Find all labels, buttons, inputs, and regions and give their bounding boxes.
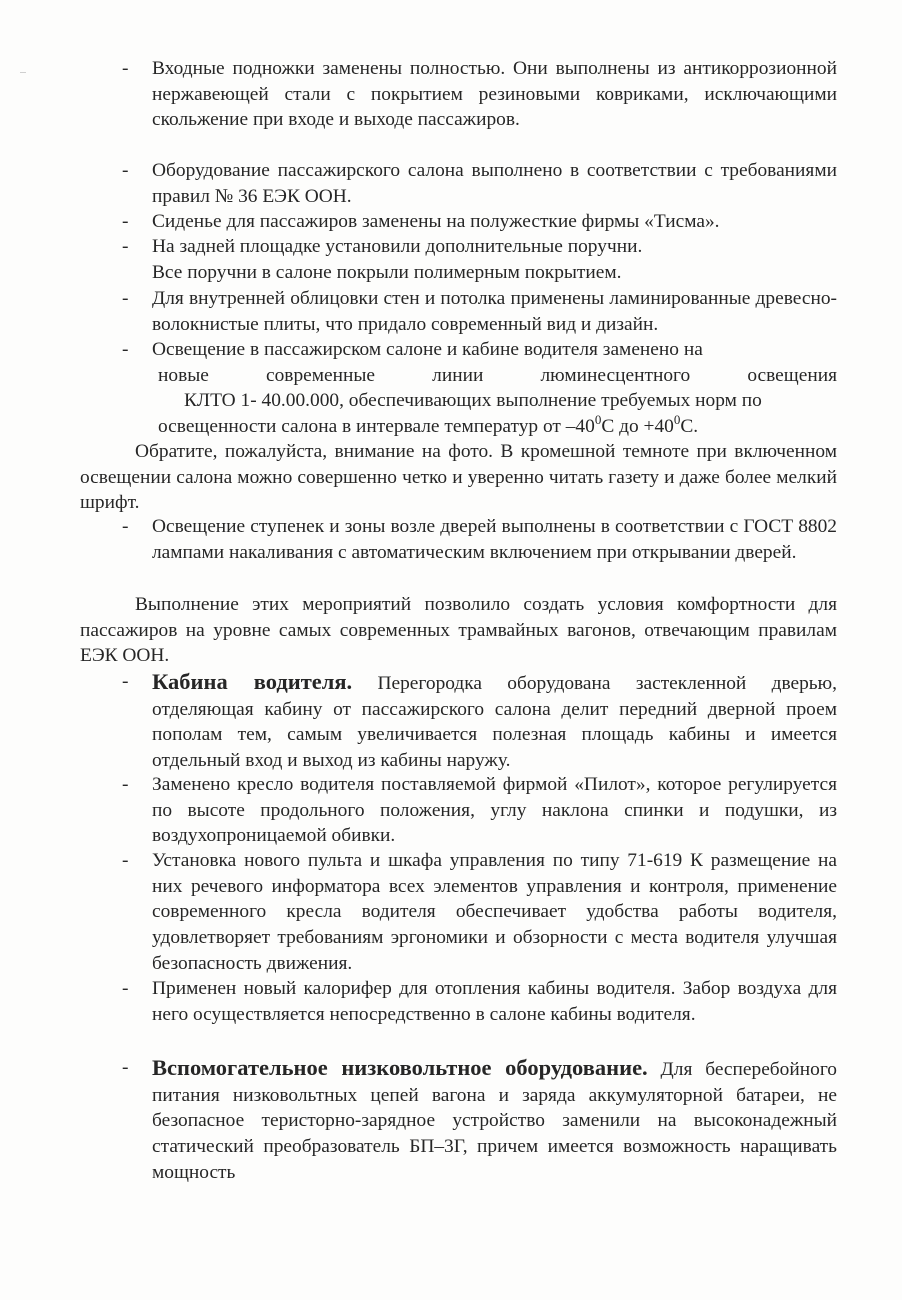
temp-text: С. <box>680 416 699 438</box>
list-dash: - <box>122 288 129 309</box>
list-item <box>122 209 837 235</box>
scan-mark <box>20 72 26 73</box>
list-item-text: Входные подножки заменены полностью. Они выполнены из антикоррозионной нержавеющей стали с покрытием резиновыми ковриками, исключающими скольжение при входе и выходе пассажиров. <box>152 58 837 131</box>
list-item-line: На задней площадке установили дополнительные поручни. <box>152 236 643 257</box>
list-item-text: Сиденье для пассажиров заменены на полужесткие фирмы «Тисма». <box>152 211 720 232</box>
list-item <box>122 514 837 565</box>
list-item <box>122 158 837 209</box>
list-dash: - <box>122 58 129 79</box>
list-item-line: новые современные линии люминесцентного освещения <box>158 364 837 386</box>
temp-text: С до +40 <box>601 416 674 438</box>
list-item <box>122 286 837 337</box>
list-dash: - <box>122 516 129 537</box>
paragraph-text: Обратите, пожалуйста, внимание на фото. В кромешной темноте при включенном освещении салона можно совершенно четко и уверенно читать газету и даже более мелкий шрифт. <box>80 441 837 514</box>
list-item <box>122 234 837 285</box>
list-dash: - <box>122 236 129 257</box>
list-item <box>122 1055 837 1186</box>
list-item-text: Освещение ступенек и зоны возле дверей выполнены в соответствии с ГОСТ 8802 лампами накаливания с автоматическим включением при открывании дверей. <box>152 516 837 563</box>
paragraph-text: Выполнение этих мероприятий позволило создать условия комфортности для пассажиров на уровне самых современных трамвайных вагонов, отвечающим правилам ЕЭК ООН. <box>80 594 837 667</box>
list-dash: - <box>122 1057 129 1078</box>
list-item-text: Заменено кресло водителя поставляемой фирмой «Пилот», которое регулируется по высоте продольного положения, углу наклона спинки и подушки, из воздухопроницаемой обивки. <box>152 774 837 847</box>
list-item-line: Освещение в пассажирском салоне и кабине водителя заменено на <box>152 339 703 360</box>
list-item-text <box>152 1055 837 1186</box>
list-item-text: Для внутренней облицовки стен и потолка применены ламинированные древесно-волокнистые плиты, что придало современный вид и дизайн. <box>152 288 837 335</box>
list-item <box>122 56 837 133</box>
list-item-text: Установка нового пульта и шкафа управления по типу 71-619 К размещение на них речевого информатора всех элементов управления и контроля, применение современного кресла водителя обеспечивает удобства работы водителя, удовлетворяет требованиям эргономики и обзорности с места водителя улучшая безопасность движения. <box>152 850 837 974</box>
list-item-text <box>152 337 837 440</box>
degree-sup: 0 <box>673 412 681 428</box>
temp-text: освещенности салона в интервале температур от –40 <box>158 416 595 438</box>
list-item <box>122 848 837 977</box>
list-dash: - <box>122 211 129 232</box>
list-dash: - <box>122 339 129 360</box>
list-dash: - <box>122 671 129 692</box>
section-text: Для бесперебойного питания низковольтных цепей вагона и заряда аккумуляторной батареи, не безопасное теристорно-зарядное устройство заменили на высоконадежный статический преобразователь БП–3Г, причем имеется возможность наращивать мощность <box>152 1059 837 1183</box>
list-item-text: Оборудование пассажирского салона выполнено в соответствии с требованиями правил № 36 ЕЭК ООН. <box>152 160 837 207</box>
list-dash: - <box>122 978 129 999</box>
list-dash: - <box>122 850 129 871</box>
list-item-text: Применен новый калорифер для отопления кабины водителя. Забор воздуха для него осуществляется непосредственно в салоне кабины водителя. <box>152 978 837 1025</box>
list-item <box>122 669 837 774</box>
list-item-line: Все поручни в салоне покрыли полимерным покрытием. <box>152 261 622 283</box>
list-item <box>122 976 837 1027</box>
section-text: Перегородка оборудована застекленной дверью, отделяющая кабину от пассажирского салона делит передний дверной проем пополам тем, самым увеличивается полезная площадь кабины и имеется отдельный вход и выход из кабины наружу. <box>152 673 837 772</box>
list-item-line <box>152 414 837 440</box>
list-dash: - <box>122 774 129 795</box>
section-heading-aux: Вспомогательное низковольтное оборудование. <box>152 1055 648 1080</box>
list-item-text <box>152 669 837 774</box>
paragraph <box>80 592 837 669</box>
list-item <box>122 337 837 440</box>
list-item <box>122 772 837 849</box>
list-item-text <box>152 234 837 285</box>
paragraph <box>80 439 837 516</box>
degree-sup: 0 <box>594 412 602 428</box>
list-item-line: КЛТО 1- 40.00.000, обеспечивающих выполнение требуемых норм по <box>184 390 762 412</box>
list-dash: - <box>122 160 129 181</box>
section-heading-cabin: Кабина водителя. <box>152 669 353 694</box>
